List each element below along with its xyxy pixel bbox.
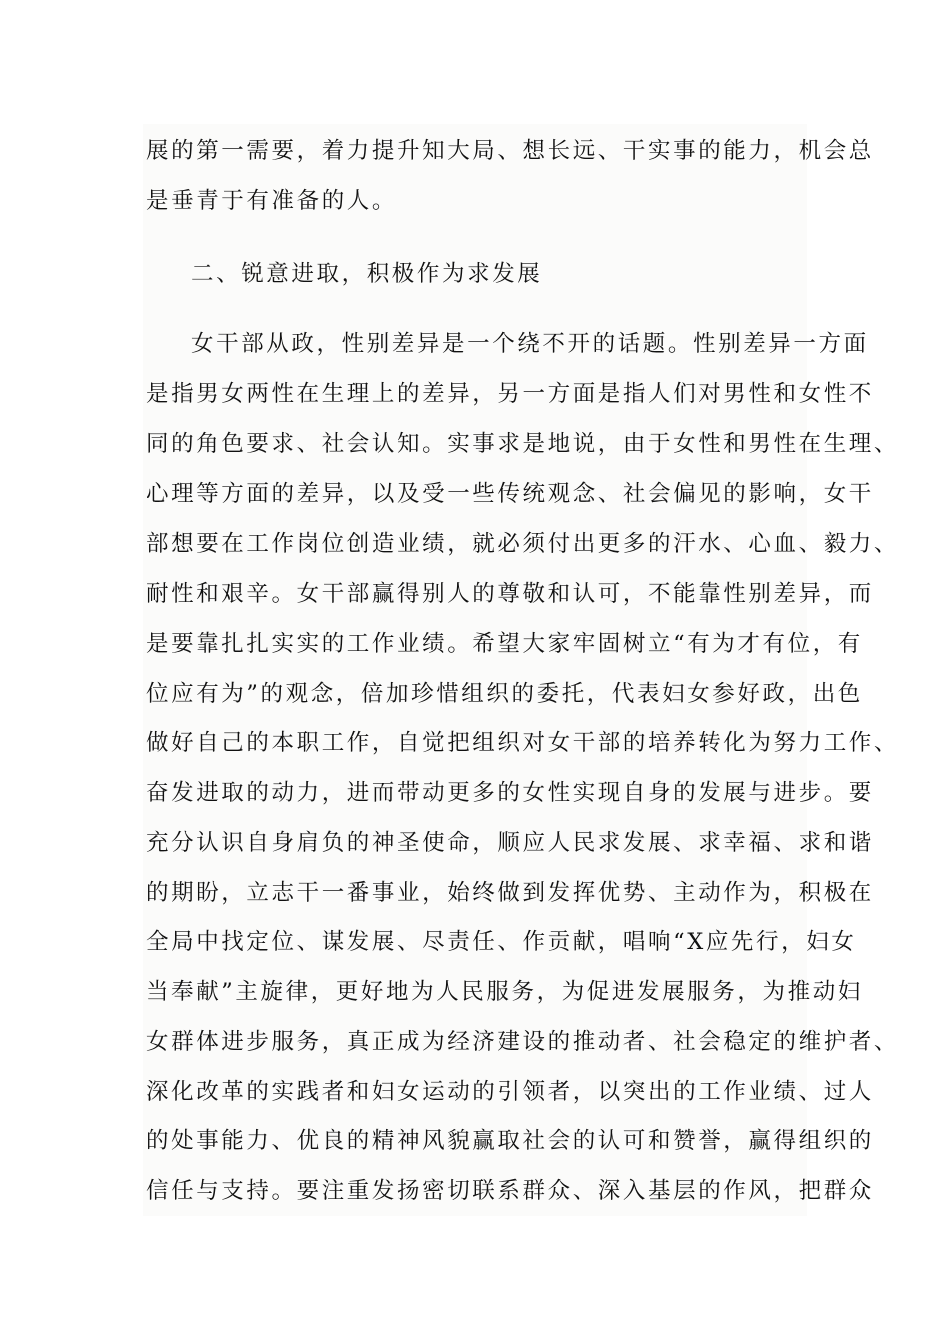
paragraph-line-14: 当奉献”主旋律，更好地为人民服务，为促进发展服务，为推动妇 <box>146 979 863 1005</box>
opening-line-2: 是垂青于有准备的人。 <box>146 188 398 214</box>
paragraph-line-16: 深化改革的实践者和妇女运动的引领者，以突出的工作业绩、过人 <box>146 1079 874 1105</box>
paragraph-line-10: 奋发进取的动力，进而带动更多的女性实现自身的发展与进步。要 <box>146 780 874 806</box>
paragraph-line-2: 是指男女两性在生理上的差异，另一方面是指人们对男性和女性不 <box>146 381 874 407</box>
paragraph-line-6: 耐性和艰辛。女干部赢得别人的尊敬和认可，不能靠性别差异，而 <box>146 581 874 607</box>
paragraph-line-13: 全局中找定位、谋发展、尽责任、作贡献，唱响“X应先行，妇女 <box>146 929 857 955</box>
paragraph-line-11: 充分认识自身肩负的神圣使命，顺应人民求发展、求幸福、求和谐 <box>146 830 874 856</box>
paragraph-line-18: 信任与支持。要注重发扬密切联系群众、深入基层的作风，把群众 <box>146 1178 874 1204</box>
paragraph-line-1: 女干部从政，性别差异是一个绕不开的话题。性别差异一方面 <box>191 331 869 357</box>
section-heading: 二、锐意进取，积极作为求发展 <box>191 261 543 287</box>
paragraph-line-4: 心理等方面的差异，以及受一些传统观念、社会偏见的影响，女干 <box>146 481 874 507</box>
paragraph-line-15: 女群体进步服务，真正成为经济建设的推动者、社会稳定的维护者、 <box>146 1029 900 1055</box>
paragraph-line-7: 是要靠扎扎实实的工作业绩。希望大家牢固树立“有为才有位，有 <box>146 631 863 657</box>
paragraph-line-17: 的处事能力、优良的精神风貌赢取社会的认可和赞誉，赢得组织的 <box>146 1128 874 1154</box>
paragraph-line-3: 同的角色要求、社会认知。实事求是地说，由于女性和男性在生理、 <box>146 431 900 457</box>
opening-line-1: 展的第一需要，着力提升知大局、想长远、干实事的能力，机会总 <box>146 138 874 164</box>
paragraph-line-9: 做好自己的本职工作，自觉把组织对女干部的培养转化为努力工作、 <box>146 730 900 756</box>
paragraph-line-12: 的期盼，立志干一番事业，始终做到发挥优势、主动作为，积极在 <box>146 880 874 906</box>
paragraph-line-8: 位应有为”的观念，倍加珍惜组织的委托，代表妇女参好政，出色 <box>146 681 863 707</box>
paragraph-line-5: 部想要在工作岗位创造业绩，就必须付出更多的汗水、心血、毅力、 <box>146 531 900 557</box>
